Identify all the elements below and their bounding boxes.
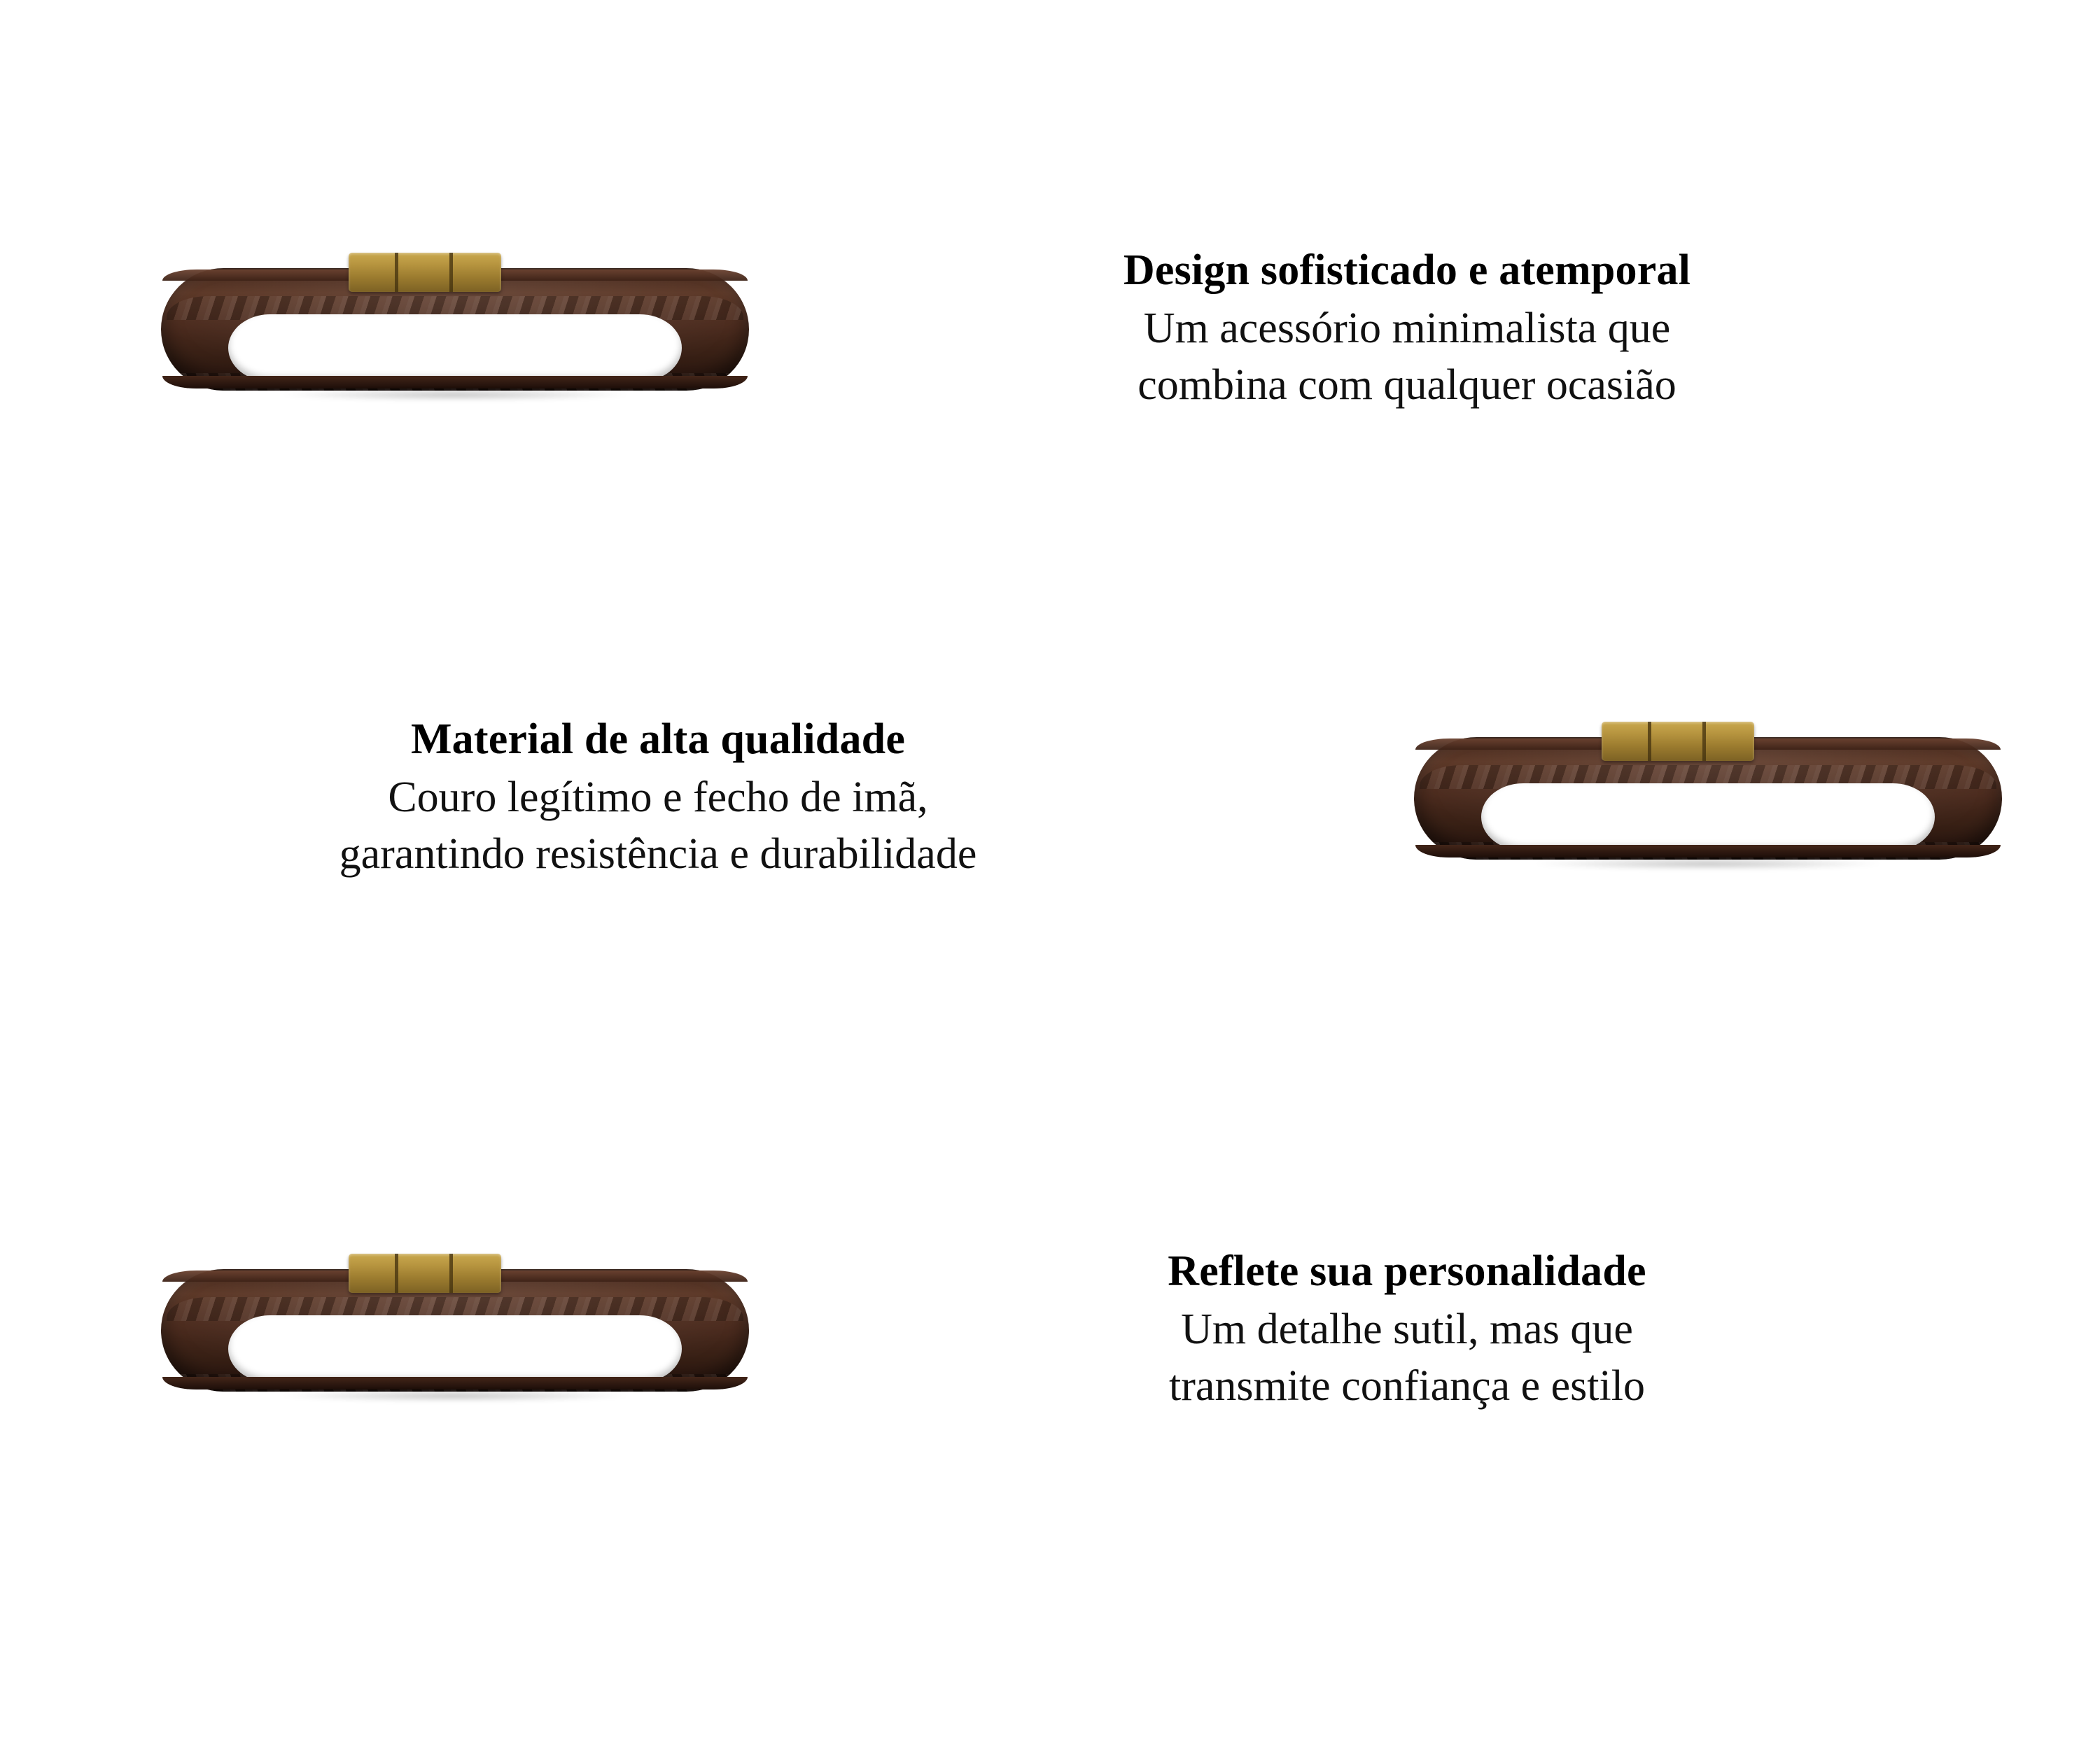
drop-shadow	[203, 386, 707, 404]
magnetic-clasp	[1602, 722, 1754, 761]
feature-description	[1169, 1301, 1645, 1414]
clasp-seam	[1702, 722, 1706, 761]
clasp-seam	[1648, 722, 1651, 761]
clasp-seam	[395, 1254, 398, 1293]
feature-text-personalidade	[812, 1246, 2002, 1414]
magnetic-clasp	[349, 1254, 501, 1293]
feature-text-design	[812, 245, 2002, 413]
feature-description	[340, 769, 977, 882]
feature-title: Design sofisticado e atemporal	[1123, 246, 1691, 294]
clasp-seam	[449, 1254, 453, 1293]
bracelet-opening	[228, 1315, 682, 1382]
feature-description-line: combina com qualquer ocasião	[1138, 360, 1676, 409]
feature-description-line: Um acessório minimalista que	[1143, 304, 1671, 352]
bracelet-illustration	[1414, 718, 2002, 878]
feature-block-personalidade	[0, 1064, 2100, 1596]
feature-block-design	[0, 0, 2100, 532]
drop-shadow	[1456, 855, 1960, 873]
feature-title: Reflete sua personalidade	[1168, 1247, 1646, 1295]
clasp-seam	[449, 253, 453, 292]
clasp-seam	[395, 253, 398, 292]
product-image-material	[1316, 718, 2100, 878]
magnetic-clasp	[349, 253, 501, 292]
feature-description-line: Um detalhe sutil, mas que	[1181, 1305, 1633, 1353]
bracelet-opening	[1481, 783, 1935, 850]
drop-shadow	[203, 1387, 707, 1405]
feature-title: Material de alta qualidade	[410, 715, 906, 763]
feature-description-line: garantindo resistência e durabilidade	[339, 830, 977, 878]
feature-description-line: Couro legítimo e fecho de imã,	[388, 773, 928, 821]
bracelet-opening	[228, 314, 682, 382]
feature-block-material	[0, 532, 2100, 1064]
product-image-design	[0, 248, 812, 410]
bracelet-illustration	[161, 248, 749, 410]
feature-description	[1138, 300, 1676, 413]
feature-description-line: transmite confiança e estilo	[1168, 1362, 1645, 1410]
product-image-personalidade	[0, 1250, 812, 1410]
feature-text-material	[0, 714, 1316, 882]
bracelet-illustration	[161, 1250, 749, 1410]
